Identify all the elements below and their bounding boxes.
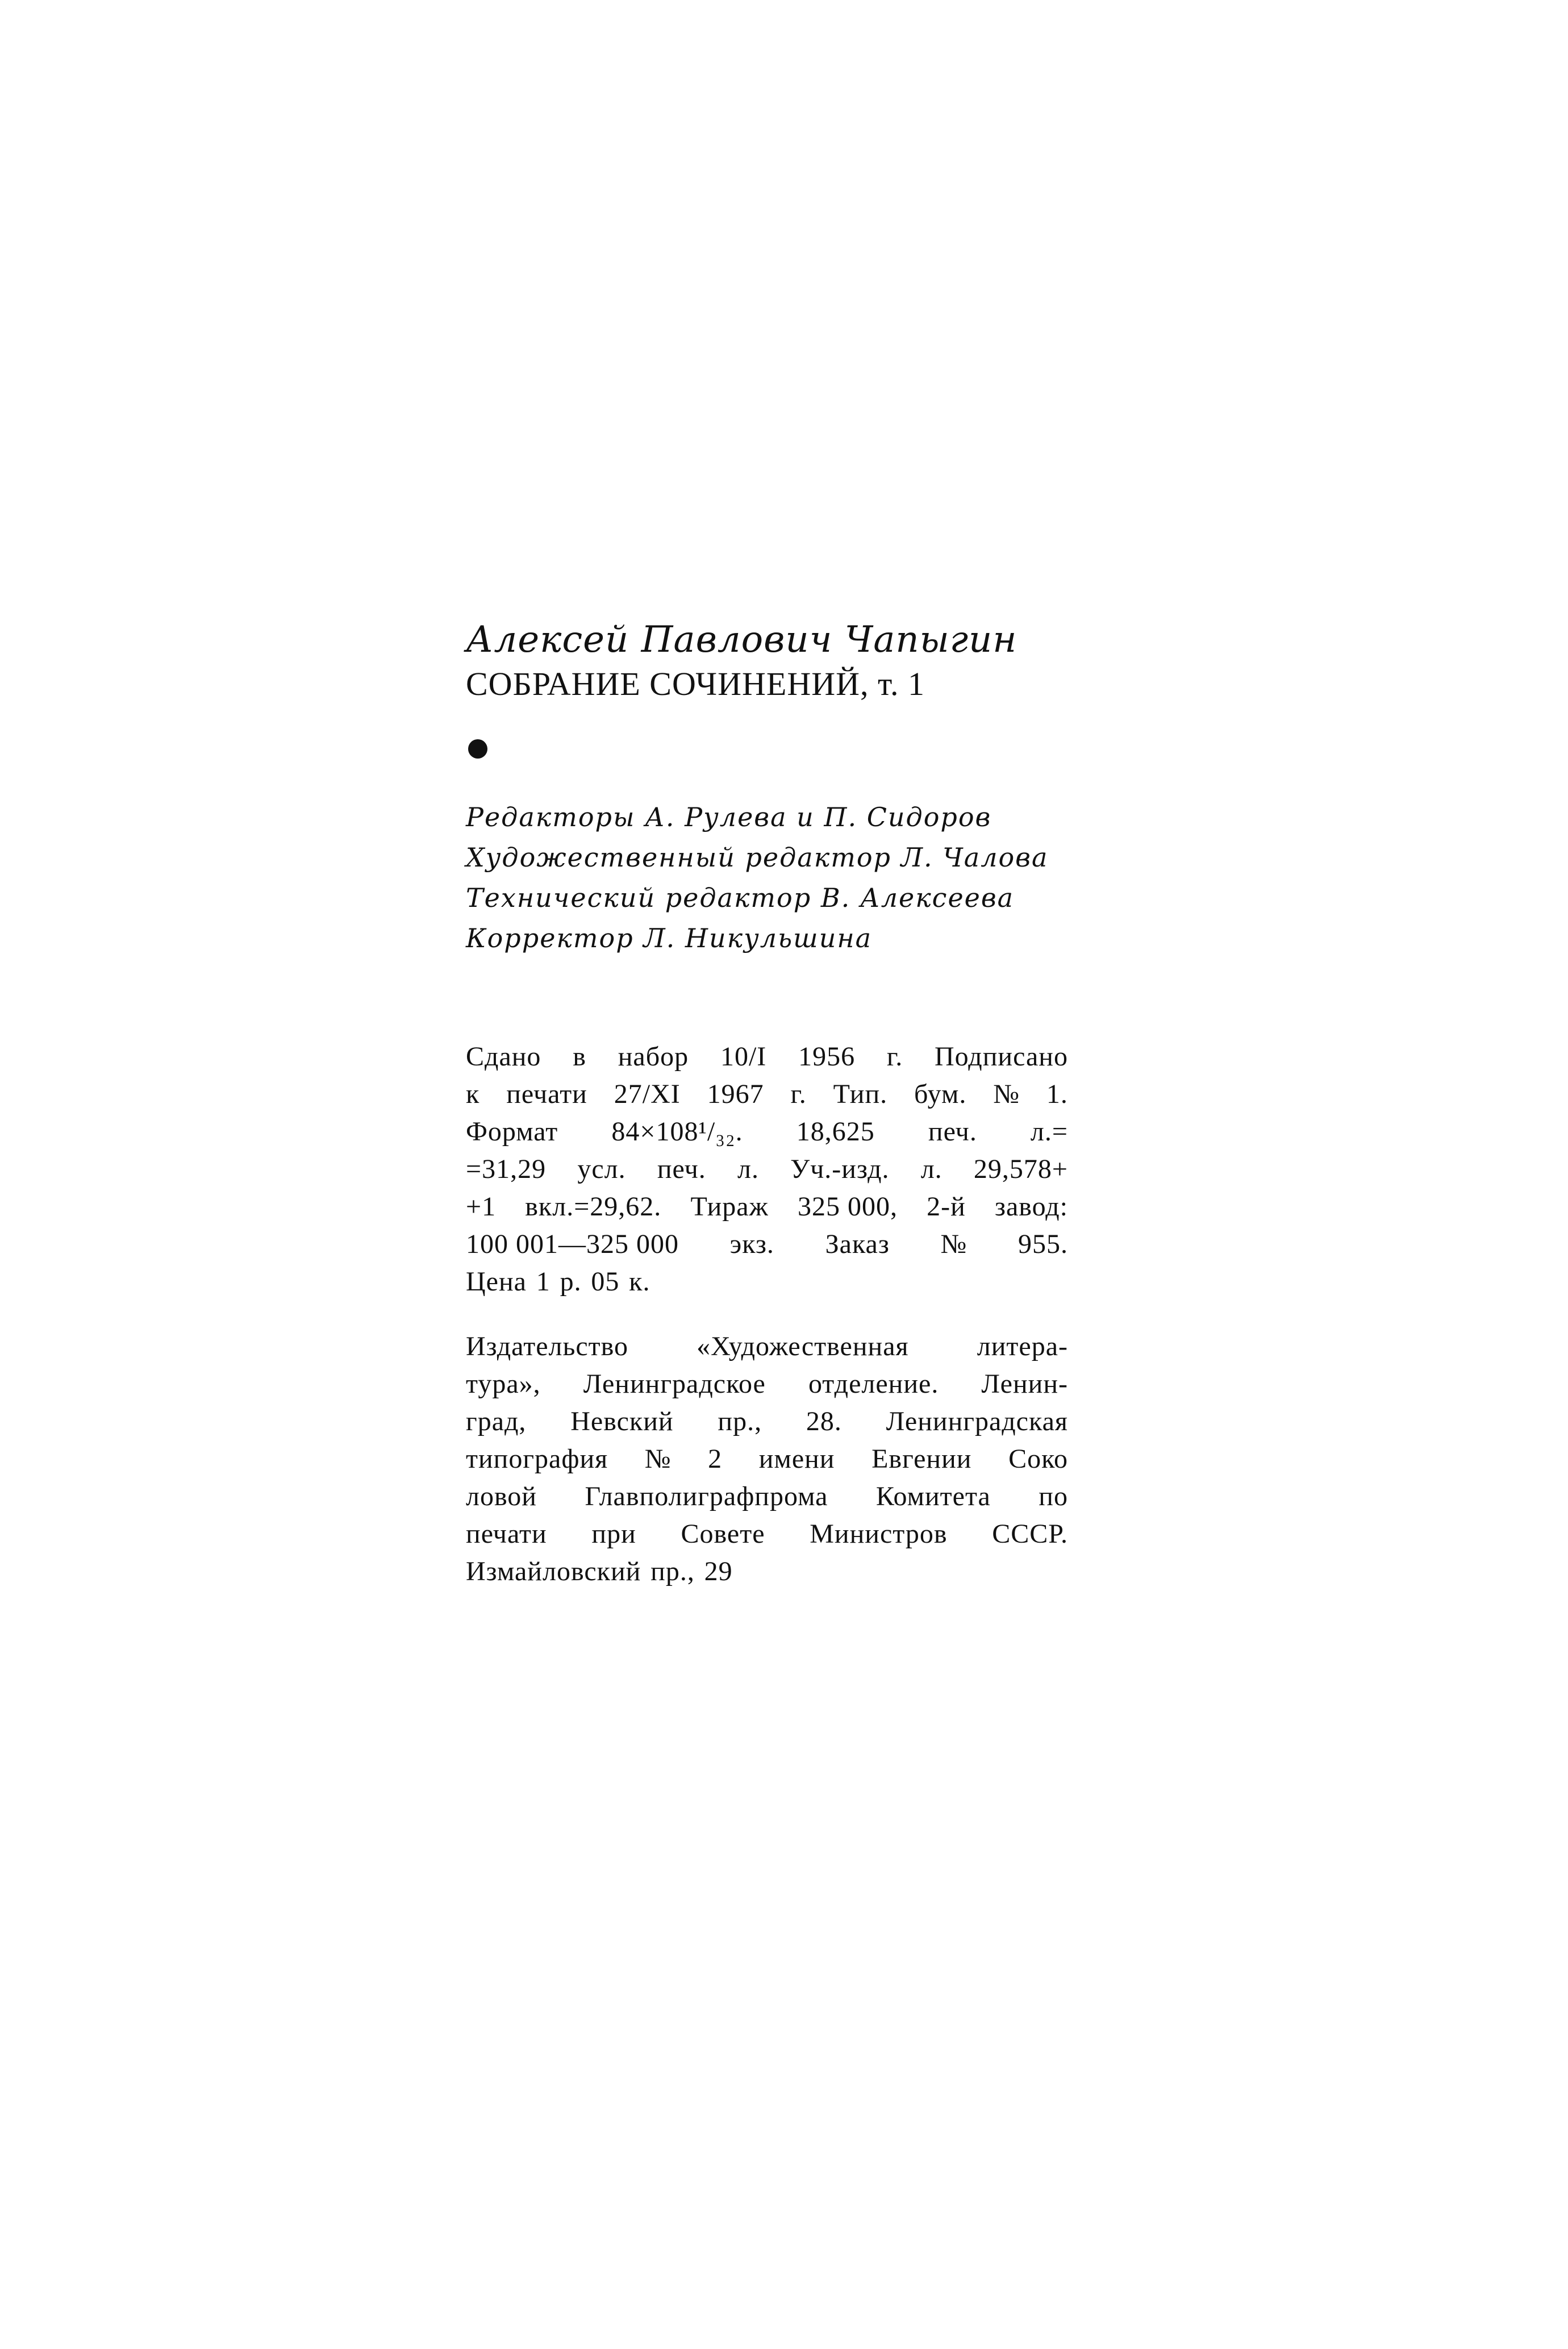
word: печ. bbox=[928, 1117, 977, 1147]
word: Невский bbox=[570, 1406, 674, 1436]
word: печати bbox=[466, 1519, 547, 1549]
word: Соко bbox=[1008, 1444, 1068, 1474]
word: отделение. bbox=[808, 1369, 939, 1399]
word: 325 000, bbox=[797, 1192, 898, 1222]
word: «Художественная bbox=[697, 1331, 909, 1361]
print-data-line bbox=[466, 1113, 1068, 1151]
word: № bbox=[940, 1229, 968, 1259]
word: Уч.-изд. bbox=[790, 1154, 890, 1184]
word: завод: bbox=[994, 1192, 1068, 1222]
word: 1967 bbox=[707, 1079, 764, 1109]
word: 27/XI bbox=[614, 1079, 681, 1109]
word: набор bbox=[618, 1042, 689, 1072]
word: печати bbox=[506, 1079, 587, 1109]
publisher-line bbox=[466, 1403, 1068, 1440]
word: в bbox=[573, 1042, 586, 1072]
bullet-ornament bbox=[468, 739, 487, 759]
print-data-line bbox=[466, 1226, 1068, 1263]
word: 1956 bbox=[798, 1042, 856, 1072]
word: 29 bbox=[704, 1556, 733, 1586]
word: к bbox=[466, 1079, 480, 1109]
publisher-line bbox=[466, 1553, 1068, 1590]
word: 10/I bbox=[720, 1042, 767, 1072]
book-title: СОБРАНИЕ СОЧИНЕНИЙ, т. 1 bbox=[466, 665, 925, 702]
publisher-line bbox=[466, 1515, 1068, 1553]
word: 2-й bbox=[927, 1192, 966, 1222]
word: Комитета bbox=[875, 1481, 991, 1511]
credit-editors: Редакторы А. Рулева и П. Сидоров bbox=[466, 802, 992, 832]
word: к. bbox=[629, 1267, 650, 1297]
print-data-line bbox=[466, 1076, 1068, 1113]
word: л. bbox=[737, 1154, 759, 1184]
author-name: Алексей Павлович Чапыгин bbox=[466, 619, 1017, 661]
print-data-line bbox=[466, 1263, 1068, 1301]
credit-technical-editor: Технический редактор В. Алексеева bbox=[466, 882, 1015, 913]
word: =31,29 bbox=[466, 1154, 547, 1184]
word: пр., bbox=[718, 1406, 762, 1436]
word: Измайловский bbox=[466, 1556, 641, 1586]
publisher-line bbox=[466, 1440, 1068, 1478]
print-data-line bbox=[466, 1188, 1068, 1226]
editorial-credits bbox=[466, 797, 1068, 959]
word: Ленинградское bbox=[583, 1369, 766, 1399]
word: экз. bbox=[729, 1229, 774, 1259]
word: 18,625 bbox=[796, 1117, 875, 1147]
word: при bbox=[591, 1519, 636, 1549]
word: +1 bbox=[466, 1192, 497, 1222]
word: усл. bbox=[577, 1154, 626, 1184]
publisher-line bbox=[466, 1478, 1068, 1515]
word: Заказ bbox=[825, 1229, 890, 1259]
print-data-line bbox=[466, 1038, 1068, 1076]
word: 28. bbox=[806, 1406, 842, 1436]
word: № bbox=[644, 1444, 672, 1474]
word: град, bbox=[466, 1406, 527, 1436]
word: Цена bbox=[466, 1267, 527, 1297]
word: Тип. bbox=[833, 1079, 888, 1109]
word: Совете bbox=[681, 1519, 765, 1549]
word: л.= bbox=[1030, 1117, 1068, 1147]
word: Издательство bbox=[466, 1331, 628, 1361]
word: Ленинградская bbox=[886, 1406, 1068, 1436]
word: бум. bbox=[914, 1079, 967, 1109]
word: по bbox=[1039, 1481, 1068, 1511]
word: Тираж bbox=[690, 1192, 769, 1222]
word: 05 bbox=[591, 1267, 620, 1297]
word: Формат bbox=[466, 1117, 558, 1147]
word: пр., bbox=[650, 1556, 695, 1586]
publisher-line bbox=[466, 1328, 1068, 1365]
word: имени bbox=[758, 1444, 835, 1474]
word: 1 bbox=[536, 1267, 551, 1297]
word: Сдано bbox=[466, 1042, 541, 1072]
credit-proofreader: Корректор Л. Никульшина bbox=[466, 923, 873, 953]
word: вкл.=29,62. bbox=[525, 1192, 662, 1222]
word: типография bbox=[466, 1444, 608, 1474]
word: ловой bbox=[466, 1481, 537, 1511]
word: печ. bbox=[657, 1154, 706, 1184]
word: литера- bbox=[977, 1331, 1068, 1361]
word: р. bbox=[560, 1267, 582, 1297]
publisher-info bbox=[466, 1328, 1068, 1590]
word: Главполиграфпрома bbox=[585, 1481, 828, 1511]
print-data-line bbox=[466, 1151, 1068, 1188]
word: тура», bbox=[466, 1369, 541, 1399]
word: СССР. bbox=[992, 1519, 1068, 1549]
word: 955. bbox=[1017, 1229, 1068, 1259]
word: Евгении bbox=[871, 1444, 972, 1474]
printing-details bbox=[466, 1038, 1068, 1301]
word: л. bbox=[920, 1154, 943, 1184]
publisher-line bbox=[466, 1365, 1068, 1403]
word: 2 bbox=[708, 1444, 723, 1474]
word: 29,578+ bbox=[973, 1154, 1068, 1184]
credit-art-editor: Художественный редактор Л. Чалова bbox=[466, 842, 1049, 873]
word: 100 001—325 000 bbox=[466, 1229, 679, 1259]
word: Ленин- bbox=[981, 1369, 1068, 1399]
word: г. bbox=[886, 1042, 903, 1072]
word: № bbox=[993, 1079, 1020, 1109]
word: Подписано bbox=[935, 1042, 1068, 1072]
word: г. bbox=[790, 1079, 807, 1109]
word: Министров bbox=[810, 1519, 948, 1549]
word: 84×108¹/₃₂. bbox=[611, 1117, 743, 1147]
word: 1. bbox=[1046, 1079, 1068, 1109]
colophon bbox=[466, 617, 1068, 1590]
